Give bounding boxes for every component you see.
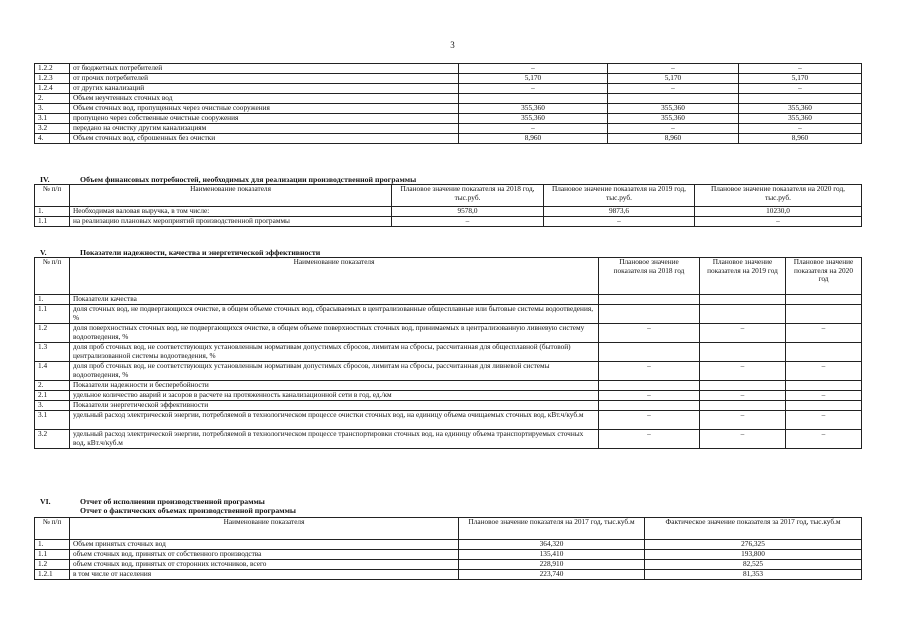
- table-row: [35, 94, 862, 104]
- table-row: [35, 540, 862, 550]
- section-iv-heading: [40, 175, 416, 184]
- value-cell: –: [599, 391, 700, 401]
- section-vi-subtitle: Отчет о фактических объемах производственной программы: [80, 506, 296, 515]
- table-row: [35, 114, 862, 124]
- value-cell: 8,960: [608, 134, 739, 144]
- table-row: [35, 124, 862, 134]
- value-cell: –: [739, 124, 862, 134]
- section-v-title: Показатели надежности, качества и энергетической эффективности: [80, 248, 321, 257]
- row-number: 1.2.2: [35, 64, 70, 74]
- row-number: 1.1: [35, 217, 70, 227]
- column-header: Наименование показателя: [70, 185, 392, 207]
- header-row: [35, 258, 862, 295]
- value-cell: 355,360: [739, 104, 862, 114]
- value-cell: [599, 305, 700, 324]
- value-cell: –: [392, 217, 544, 227]
- table-row: [35, 381, 862, 391]
- indicator-name: доля поверхностных сточных вод, не подвергающихся очистке, в общем объеме поверхностных сточных вод, принимаемых в централизованную ливневую систему водоотведения, %: [70, 324, 599, 343]
- section-vi-heading: [40, 497, 265, 506]
- row-number: 1.1: [35, 550, 70, 560]
- table-row: [35, 74, 862, 84]
- indicator-name: пропущено через собственные очистные сооружения: [70, 114, 459, 124]
- indicator-name: передано на очистку другим канализациям: [70, 124, 459, 134]
- row-number: 3.2: [35, 430, 70, 449]
- value-cell: [700, 401, 786, 411]
- indicator-name: Объем принятых сточных вод: [70, 540, 459, 550]
- value-cell: –: [700, 391, 786, 401]
- value-cell: [786, 305, 862, 324]
- indicator-name: объем сточных вод, принятых от сторонних источников, всего: [70, 560, 459, 570]
- value-cell: –: [599, 411, 700, 430]
- table-row: [35, 343, 862, 362]
- value-cell: –: [599, 430, 700, 449]
- section-iv-title: Объем финансовых потребностей, необходимых для реализации производственной программы: [80, 175, 417, 184]
- value-cell: 364,320: [459, 540, 645, 550]
- table-row: [35, 84, 862, 94]
- value-cell: 82,525: [645, 560, 862, 570]
- table-row: [35, 560, 862, 570]
- column-header: № п/п: [35, 518, 70, 540]
- indicator-name: от прочих потребителей: [70, 74, 459, 84]
- value-cell: 8,960: [739, 134, 862, 144]
- row-number: 1.2.4: [35, 84, 70, 94]
- value-cell: [786, 343, 862, 362]
- indicator-name: доля проб сточных вод, не соответствующих установленным нормативам допустимых сбросов, лимитам на сбросы, рассчитанная для ливневой системы водоотведения, %: [70, 362, 599, 381]
- value-cell: [599, 295, 700, 305]
- value-cell: 135,410: [459, 550, 645, 560]
- value-cell: –: [599, 362, 700, 381]
- value-cell: 355,360: [608, 104, 739, 114]
- row-number: 2.1: [35, 391, 70, 401]
- value-cell: 5,170: [459, 74, 608, 84]
- value-cell: –: [786, 324, 862, 343]
- table-row: [35, 430, 862, 449]
- value-cell: [786, 401, 862, 411]
- value-cell: –: [786, 362, 862, 381]
- column-header: Плановое значение показателя на 2020 год, тыс.руб.: [695, 185, 862, 207]
- indicator-name: Объем неучтенных сточных вод: [70, 94, 459, 104]
- value-cell: [599, 343, 700, 362]
- value-cell: 193,800: [645, 550, 862, 560]
- row-number: 3.: [35, 104, 70, 114]
- section-v-number: V.: [40, 248, 47, 257]
- value-cell: –: [700, 324, 786, 343]
- header-row: [35, 185, 862, 207]
- section-vi-number: VI.: [40, 497, 51, 506]
- table-row: [35, 64, 862, 74]
- section-iv-number: IV.: [40, 175, 50, 184]
- row-number: 1.2.1: [35, 570, 70, 580]
- indicator-name: в том числе от населения: [70, 570, 459, 580]
- table-row: [35, 411, 862, 430]
- table-row: [35, 550, 862, 560]
- row-number: 1.1: [35, 305, 70, 324]
- value-cell: [786, 295, 862, 305]
- row-number: 1.: [35, 540, 70, 550]
- value-cell: –: [700, 430, 786, 449]
- column-header: Наименование показателя: [70, 258, 599, 295]
- value-cell: –: [695, 217, 862, 227]
- section-v-heading: [40, 248, 320, 257]
- indicator-name: Необходимая валовая выручка, в том числе:: [70, 207, 392, 217]
- section-vi-title: Отчет об исполнении производственной программы: [80, 497, 265, 506]
- value-cell: –: [786, 430, 862, 449]
- column-header: Плановое значение показателя на 2018 год, тыс.руб.: [392, 185, 544, 207]
- row-number: 1.4: [35, 362, 70, 381]
- row-number: 3.: [35, 401, 70, 411]
- row-number: 3.2: [35, 124, 70, 134]
- value-cell: –: [459, 84, 608, 94]
- indicator-name: Показатели качества: [70, 295, 599, 305]
- indicator-name: от других канализаций: [70, 84, 459, 94]
- volume-table: [34, 63, 862, 144]
- value-cell: 8,960: [459, 134, 608, 144]
- value-cell: –: [544, 217, 695, 227]
- column-header: Плановое значение показателя на 2017 год, тыс.куб.м: [459, 518, 645, 540]
- column-header: № п/п: [35, 258, 70, 295]
- value-cell: 10230,0: [695, 207, 862, 217]
- value-cell: –: [608, 124, 739, 134]
- value-cell: 223,740: [459, 570, 645, 580]
- row-number: 2.: [35, 381, 70, 391]
- value-cell: –: [786, 391, 862, 401]
- row-number: 1.: [35, 207, 70, 217]
- value-cell: 355,360: [459, 114, 608, 124]
- indicator-name: Показатели энергетической эффективности: [70, 401, 599, 411]
- indicator-name: доля сточных вод, не подвергающихся очистке, в общем объеме сточных вод, сбрасываемых в централизованные общесплавные или бытовые системы водоотведения, %: [70, 305, 599, 324]
- value-cell: [700, 343, 786, 362]
- value-cell: –: [700, 411, 786, 430]
- value-cell: 9873,6: [544, 207, 695, 217]
- financial-table: [34, 184, 862, 227]
- indicator-name: от бюджетных потребителей: [70, 64, 459, 74]
- indicator-name: удельное количество аварий и засоров в расчете на протяженность канализационной сети в год, ед./км: [70, 391, 599, 401]
- column-header: Фактическое значение показателя за 2017 год, тыс.куб.м: [645, 518, 862, 540]
- value-cell: [739, 94, 862, 104]
- column-header: Плановое значение показателя на 2020 год: [786, 258, 862, 295]
- value-cell: –: [608, 84, 739, 94]
- value-cell: 5,170: [608, 74, 739, 84]
- indicator-name: на реализацию плановых мероприятий производственной программы: [70, 217, 392, 227]
- table-row: [35, 217, 862, 227]
- indicator-name: Показатели надежности и бесперебойности: [70, 381, 599, 391]
- row-number: 3.1: [35, 114, 70, 124]
- value-cell: 355,360: [608, 114, 739, 124]
- row-number: 4.: [35, 134, 70, 144]
- table-row: [35, 570, 862, 580]
- indicator-name: удельный расход электрической энергии, потребляемой в технологическом процессе очистки сточных вод, на единицу объема очищаемых сточных вод, кВт.ч/куб.м: [70, 411, 599, 430]
- value-cell: [608, 94, 739, 104]
- value-cell: [700, 295, 786, 305]
- row-number: 1.3: [35, 343, 70, 362]
- actual-volumes-table: [34, 517, 862, 580]
- column-header: № п/п: [35, 185, 70, 207]
- value-cell: –: [786, 411, 862, 430]
- indicator-name: Объем сточных вод, сброшенных без очистки: [70, 134, 459, 144]
- table-row: [35, 207, 862, 217]
- table-row: [35, 324, 862, 343]
- table-row: [35, 295, 862, 305]
- value-cell: 5,170: [739, 74, 862, 84]
- table-row: [35, 362, 862, 381]
- value-cell: –: [459, 124, 608, 134]
- value-cell: –: [599, 324, 700, 343]
- indicator-name: доля проб сточных вод, не соответствующих установленным нормативам допустимых сбросов, лимитам на сбросы, рассчитанная для общесплавной (бытовой) централизованной системы водоотведения, %: [70, 343, 599, 362]
- row-number: 2.: [35, 94, 70, 104]
- table-row: [35, 401, 862, 411]
- value-cell: 355,360: [739, 114, 862, 124]
- table-row: [35, 305, 862, 324]
- value-cell: 9578,0: [392, 207, 544, 217]
- value-cell: –: [608, 64, 739, 74]
- value-cell: –: [700, 362, 786, 381]
- value-cell: 355,360: [459, 104, 608, 114]
- value-cell: [599, 401, 700, 411]
- value-cell: 81,353: [645, 570, 862, 580]
- table-row: [35, 391, 862, 401]
- value-cell: [700, 381, 786, 391]
- value-cell: –: [459, 64, 608, 74]
- value-cell: –: [739, 64, 862, 74]
- column-header: Наименование показателя: [70, 518, 459, 540]
- column-header: Плановое значение показателя на 2019 год: [700, 258, 786, 295]
- value-cell: [599, 381, 700, 391]
- value-cell: –: [739, 84, 862, 94]
- value-cell: [786, 381, 862, 391]
- indicator-name: объем сточных вод, принятых от собственного производства: [70, 550, 459, 560]
- row-number: 1.2.3: [35, 74, 70, 84]
- column-header: Плановое значение показателя на 2018 год: [599, 258, 700, 295]
- indicator-name: удельный расход электрической энергии, потребляемой в технологическом процессе транспортировки сточных вод, на единицу объема транспортируемых сточных вод, кВт.ч/куб.м: [70, 430, 599, 449]
- page-number: 3: [450, 40, 455, 50]
- row-number: 1.2: [35, 324, 70, 343]
- value-cell: 276,325: [645, 540, 862, 550]
- row-number: 3.1: [35, 411, 70, 430]
- value-cell: 228,910: [459, 560, 645, 570]
- row-number: 1.2: [35, 560, 70, 570]
- value-cell: [700, 305, 786, 324]
- header-row: [35, 518, 862, 540]
- table-row: [35, 104, 862, 114]
- value-cell: [459, 94, 608, 104]
- table-row: [35, 134, 862, 144]
- column-header: Плановое значение показателя на 2019 год, тыс.руб.: [544, 185, 695, 207]
- reliability-table: [34, 257, 862, 449]
- row-number: 1.: [35, 295, 70, 305]
- indicator-name: Объем сточных вод, пропущенных через очистные сооружения: [70, 104, 459, 114]
